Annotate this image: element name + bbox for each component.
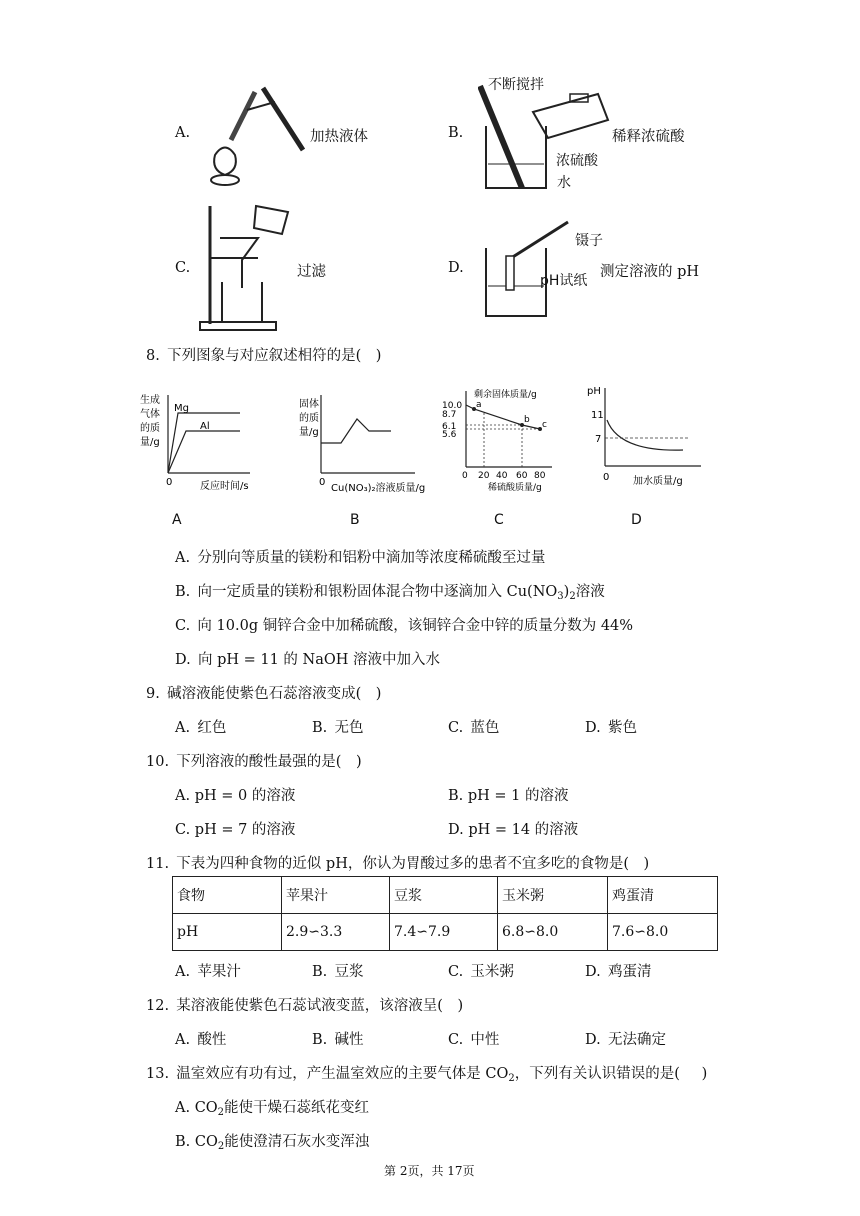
option-letter-c: C. — [175, 260, 191, 276]
caption-heating-liquid: 加热液体 — [310, 129, 368, 145]
q8-option-c: C. 向 10.0g 铜锌合金中加稀硫酸，该铜锌合金中锌的质量分数为 44% — [175, 618, 634, 634]
graph-b-ylabel-1: 固体 — [299, 399, 319, 410]
question-8-stem: 8. 下列图象与对应叙述相符的是( ) — [146, 348, 382, 364]
table-cell: 鸡蛋清 — [608, 877, 718, 914]
graph-b-letter: B — [350, 512, 360, 528]
graph-c-ytick-61: 6.1 — [442, 422, 457, 432]
question-10-stem: 10. 下列溶液的酸性最强的是( ) — [146, 754, 362, 770]
q10-option-a: A. pH = 0 的溶液 — [175, 788, 296, 804]
table-cell: 6.8∽8.0 — [498, 914, 608, 951]
label-water: 水 — [557, 175, 571, 191]
table-cell: 苹果汁 — [282, 877, 390, 914]
q10-option-c: C. pH = 7 的溶液 — [175, 822, 296, 838]
graph-b-origin: 0 — [319, 477, 326, 488]
graph-c-point-a: a — [476, 400, 482, 410]
q12-option-b: B. 碱性 — [312, 1032, 364, 1048]
q11-option-a: A. 苹果汁 — [175, 964, 241, 980]
graph-c-xtick-40: 40 — [496, 471, 508, 481]
table-cell: 2.9∽3.3 — [282, 914, 390, 951]
graph-a-series-mg: Mg — [174, 403, 189, 414]
q12-option-c: C. 中性 — [448, 1032, 500, 1048]
q12-option-a: A. 酸性 — [175, 1032, 227, 1048]
graph-c-xtick-80: 80 — [534, 471, 546, 481]
q9-option-d: D. 紫色 — [585, 720, 637, 736]
graph-c-point-c: c — [542, 420, 547, 430]
graph-d-xlabel: 加水质量/g — [633, 476, 683, 487]
label-tweezers: 镊子 — [575, 233, 603, 249]
graph-c-point-b: b — [524, 415, 530, 425]
option-letter-b: B. — [448, 125, 464, 141]
q13-option-b: B. $CO_2$能使澄清石灰水变浑浊 — [175, 1134, 370, 1152]
label-ph-paper: pH试纸 — [540, 273, 588, 289]
graph-c-ytick-56: 5.6 — [442, 430, 457, 440]
graph-a-ylabel-1: 生成 — [140, 395, 160, 406]
q9-option-c: C. 蓝色 — [448, 720, 500, 736]
q9-option-b: B. 无色 — [312, 720, 364, 736]
graph-c-ylabel: 剩余固体质量/g — [474, 390, 537, 400]
graph-d-ytick-7: 7 — [595, 434, 602, 445]
graph-c-xlabel: 稀硫酸质量/g — [488, 483, 542, 493]
food-ph-table — [172, 876, 718, 951]
table-cell: pH — [173, 914, 282, 951]
q8-option-d: D. 向 pH = 11 的 NaOH 溶液中加入水 — [175, 652, 441, 668]
graph-a-letter: A — [172, 512, 182, 528]
caption-dilute-acid: 稀释浓硫酸 — [612, 129, 685, 145]
q11-option-b: B. 豆浆 — [312, 964, 364, 980]
label-conc-acid: 浓硫酸 — [556, 153, 598, 169]
question-9-stem: 9. 碱溶液能使紫色石蕊溶液变成( ) — [146, 686, 382, 702]
option-letter-d: D. — [448, 260, 464, 276]
page-footer: 第 2页，共 17页 — [384, 1164, 475, 1178]
q8-option-a: A. 分别向等质量的镁粉和铝粉中滴加等浓度稀硫酸至过量 — [175, 550, 546, 566]
q10-option-d: D. pH = 14 的溶液 — [448, 822, 579, 838]
question-11-stem: 11. 下表为四种食物的近似 pH，你认为胃酸过多的患者不宜多吃的食物是( ) — [146, 856, 650, 872]
table-row — [173, 914, 718, 951]
graph-b — [295, 385, 440, 495]
graph-d-letter: D — [631, 512, 642, 528]
graph-b-ylabel-2: 的质 — [299, 413, 319, 424]
heating-liquid-illustration — [205, 80, 305, 190]
option-letter-a: A. — [175, 125, 191, 141]
graph-d-ylabel: pH — [587, 386, 601, 397]
graph-c-letter: C — [494, 512, 504, 528]
graph-a-ylabel-4: 量/g — [140, 437, 160, 448]
question-12-stem: 12. 某溶液能使紫色石蕊试液变蓝，该溶液呈( ) — [146, 998, 464, 1014]
table-cell: 食物 — [173, 877, 282, 914]
graph-a-ylabel-2: 气体 — [140, 409, 160, 420]
question-13-stem: 13. 温室效应有功有过，产生温室效应的主要气体是 $CO_2$，下列有关认识错误的是( ) — [146, 1066, 708, 1084]
q9-option-a: A. 红色 — [175, 720, 227, 736]
graph-a-origin: 0 — [166, 477, 173, 488]
graph-c-ytick-10: 10.0 — [442, 401, 463, 411]
label-stir: 不断搅拌 — [488, 77, 544, 93]
graph-c — [440, 385, 570, 495]
graph-d — [583, 380, 713, 490]
graph-a-series-al: Al — [200, 421, 210, 432]
q13-option-a: A. $CO_2$能使干燥石蕊纸花变红 — [175, 1100, 370, 1118]
table-cell: 豆浆 — [390, 877, 498, 914]
graph-d-ytick-11: 11 — [591, 410, 604, 421]
table-cell: 玉米粥 — [498, 877, 608, 914]
caption-filtration: 过滤 — [297, 264, 326, 280]
q10-option-b: B. pH = 1 的溶液 — [448, 788, 569, 804]
graph-a-ylabel-3: 的质 — [140, 423, 160, 434]
table-cell: 7.6∽8.0 — [608, 914, 718, 951]
graph-c-xtick-60: 60 — [516, 471, 528, 481]
table-header-row — [173, 877, 718, 914]
graph-b-xlabel: Cu(NO₃)₂溶液质量/g — [331, 483, 426, 494]
q12-option-d: D. 无法确定 — [585, 1032, 666, 1048]
graph-b-ylabel-3: 量/g — [299, 427, 319, 438]
graph-d-origin: 0 — [603, 472, 610, 483]
graph-a-xlabel: 反应时间/s — [200, 481, 249, 492]
q11-option-c: C. 玉米粥 — [448, 964, 514, 980]
q11-option-d: D. 鸡蛋清 — [585, 964, 652, 980]
filtration-illustration — [198, 198, 298, 334]
graph-c-origin: 0 — [462, 471, 468, 481]
graph-c-ytick-87: 8.7 — [442, 410, 457, 420]
table-cell: 7.4∽7.9 — [390, 914, 498, 951]
graph-a — [138, 385, 268, 495]
graph-c-xtick-20: 20 — [478, 471, 490, 481]
q8-option-b: B. 向一定质量的镁粉和银粉固体混合物中逐滴加入 $Cu(NO_3)_2$溶液 — [175, 584, 605, 602]
caption-measure-ph: 测定溶液的 pH — [600, 264, 700, 280]
